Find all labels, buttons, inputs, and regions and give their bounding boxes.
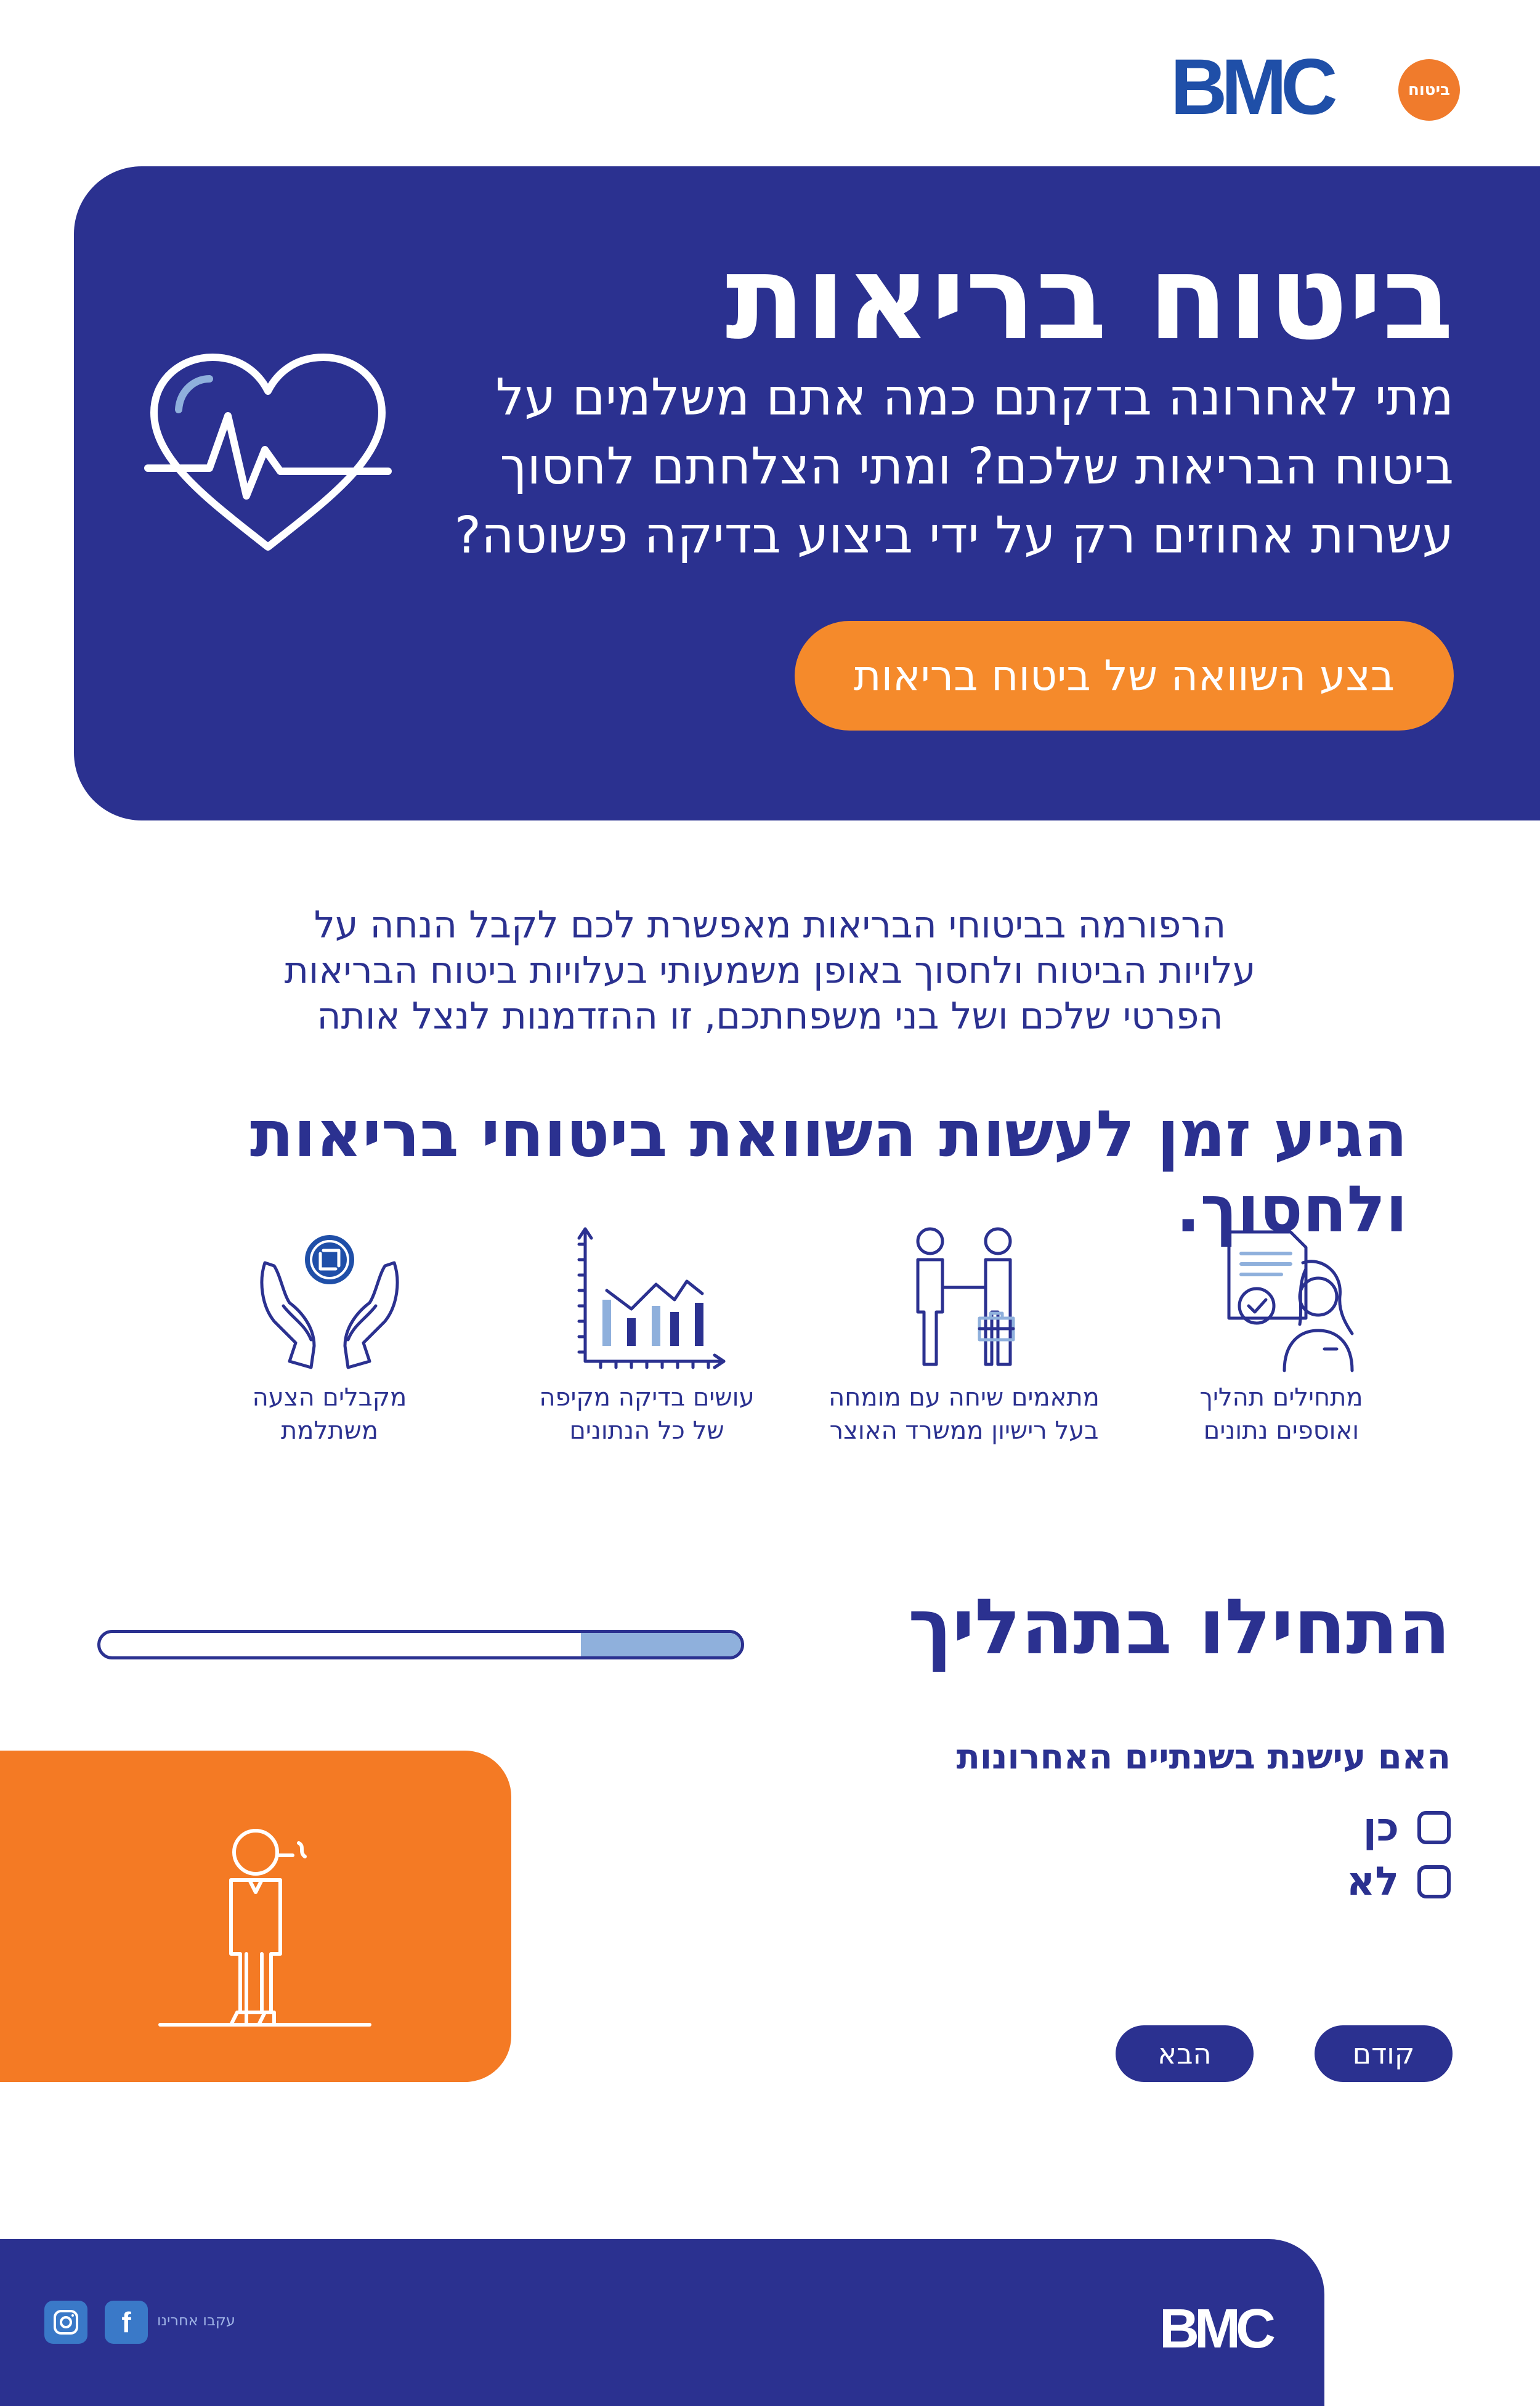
step-label-line: מתחילים תהליך bbox=[1199, 1383, 1363, 1412]
intro-line: הרפורמה בביטוחי הבריאות מאפשרת לכם לקבל הנחה על bbox=[314, 904, 1226, 947]
step-label-line: של כל הנתונים bbox=[569, 1417, 724, 1445]
step-label-line: משתלמת bbox=[281, 1417, 378, 1445]
option-no[interactable] bbox=[1347, 1859, 1451, 1905]
compare-insurance-button[interactable]: בצע השוואה של ביטוח בריאות bbox=[795, 621, 1454, 731]
step-label-line: מתאמים שיחה עם מומחה bbox=[829, 1383, 1100, 1412]
hands-coin-icon bbox=[246, 1226, 413, 1374]
instagram-icon[interactable] bbox=[44, 2301, 87, 2344]
next-button[interactable]: הבא bbox=[1116, 2025, 1254, 2082]
brand-logo[interactable] bbox=[1170, 43, 1460, 131]
step-analysis bbox=[511, 1226, 782, 1460]
heart-pulse-icon bbox=[142, 351, 394, 554]
step-expert-call bbox=[829, 1226, 1100, 1460]
intro-paragraph bbox=[234, 902, 1306, 1039]
prev-button[interactable]: קודם bbox=[1315, 2025, 1453, 2082]
steps-row bbox=[185, 1226, 1417, 1472]
footer-logo[interactable]: BMC bbox=[1159, 2298, 1271, 2360]
option-yes[interactable] bbox=[1363, 1805, 1451, 1850]
process-title: התחילו בתהליך bbox=[907, 1583, 1451, 1672]
intro-line: הפרטי שלכם ושל בני משפחתכם, זו ההזדמנות לנצל אותה bbox=[317, 995, 1223, 1038]
step-offer bbox=[194, 1226, 465, 1460]
bar-chart-icon bbox=[564, 1226, 730, 1374]
hero-banner bbox=[74, 166, 1540, 820]
hero-text: מתי לאחרונה בדקתם כמה אתם משלמים על ביטוח הבריאות שלכם? ומתי הצלחתם לחסוך עשרות אחוזים רק על ידי ביצוע בדיקה פשוטה? bbox=[454, 368, 1454, 565]
progress-bar bbox=[97, 1630, 744, 1659]
follow-us-label: עקבו אחרינו bbox=[157, 2312, 235, 2329]
intro-line: עלויות הביטוח ולחסוך באופן משמעותי בעלויות ביטוח הבריאות bbox=[284, 949, 1256, 992]
illustration-card bbox=[0, 1751, 511, 2082]
step-label-line: ואוספים נתונים bbox=[1203, 1417, 1360, 1445]
option-yes-label: כן bbox=[1363, 1805, 1399, 1850]
compare-heading: הגיע זמן לעשות השוואת ביטוחי בריאות ולחסוך. bbox=[249, 1096, 1408, 1247]
no-checkbox[interactable] bbox=[1417, 1865, 1451, 1898]
yes-checkbox[interactable] bbox=[1417, 1811, 1451, 1844]
progress-fill bbox=[581, 1633, 741, 1656]
step-start-process bbox=[1146, 1226, 1417, 1460]
smoking-person-icon bbox=[154, 1800, 376, 2046]
footer bbox=[0, 2239, 1324, 2406]
facebook-icon[interactable]: f bbox=[105, 2301, 148, 2344]
handshake-agent-icon bbox=[881, 1226, 1047, 1374]
logo-text: BMC bbox=[1170, 43, 1332, 131]
smoking-question: האם עישנת בשנתיים האחרונות bbox=[956, 1737, 1451, 1777]
logo-badge: ביטוח bbox=[1398, 59, 1460, 121]
step-label-line: בעל רישיון ממשרד האוצר bbox=[829, 1417, 1099, 1445]
hero-title: ביטוח בריאות bbox=[725, 230, 1454, 366]
document-person-check-icon bbox=[1198, 1226, 1364, 1374]
option-no-label: לא bbox=[1346, 1859, 1399, 1905]
step-label-line: עושים בדיקה מקיפה bbox=[539, 1383, 755, 1412]
step-label-line: מקבלים הצעה bbox=[252, 1383, 407, 1412]
